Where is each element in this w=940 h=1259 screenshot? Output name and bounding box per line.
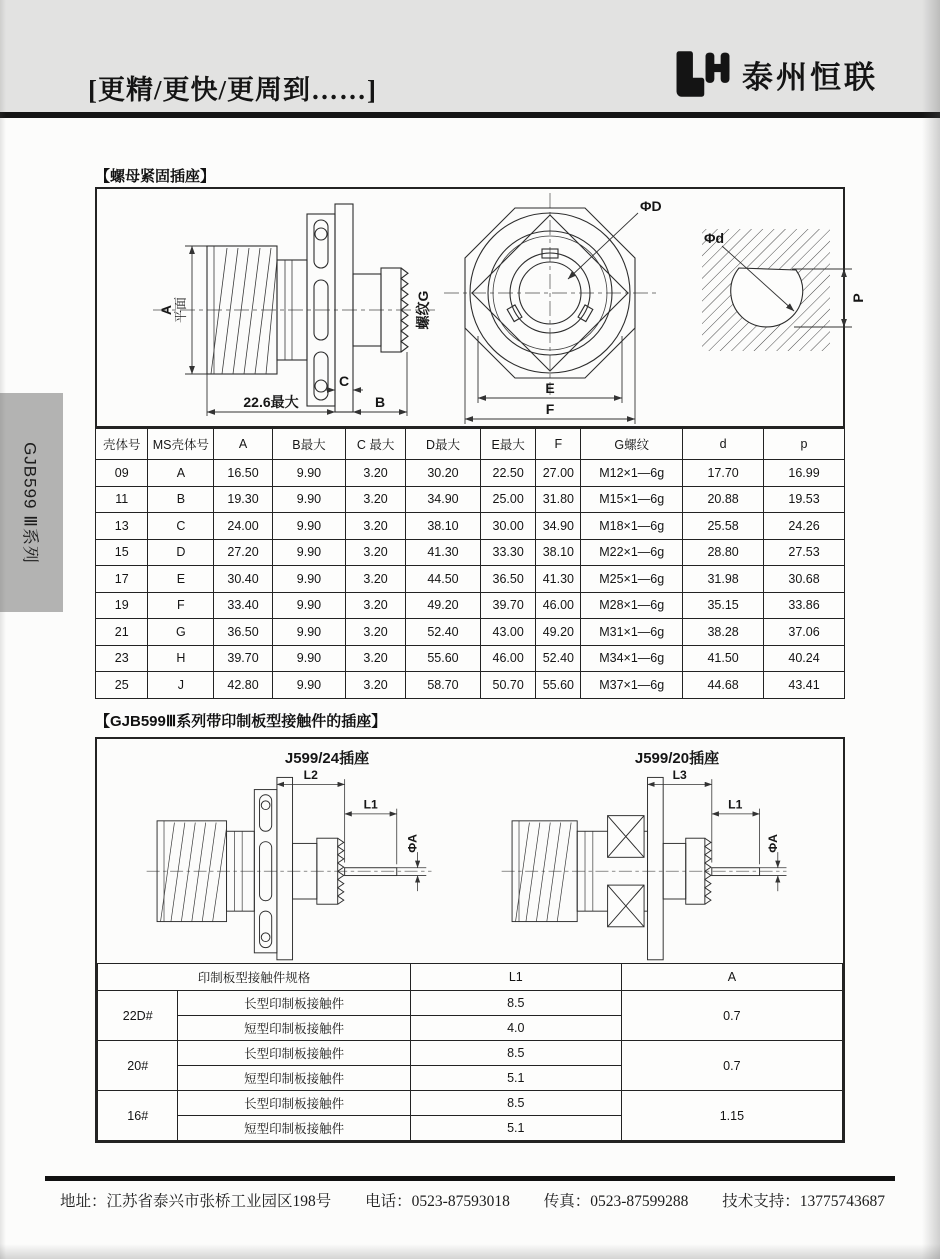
table-cell: M15×1—6g [581, 486, 683, 513]
table-row [96, 513, 845, 540]
table-cell: 30.40 [214, 566, 272, 593]
section1-drawing-panel [95, 187, 866, 428]
series-side-tab-label: GJB599 Ⅲ系列 [20, 441, 39, 564]
table-cell: 50.70 [480, 672, 535, 699]
table-cell: 17 [96, 566, 148, 593]
table-header-cell: 印制板型接触件规格 [98, 964, 411, 991]
table-cell: 31.80 [536, 486, 581, 513]
panel-cutout-drawing [682, 219, 867, 374]
table-cell: 27.20 [214, 539, 272, 566]
table-header-cell: MS壳体号 [148, 429, 214, 460]
contact-l1-cell: 8.5 [410, 1041, 621, 1066]
table-cell: 28.80 [683, 539, 764, 566]
table-cell: 38.28 [683, 619, 764, 646]
table-cell: 16.99 [764, 460, 845, 487]
table-cell: 21 [96, 619, 148, 646]
shell-table-header-row [96, 429, 845, 460]
contact-type-cell: 短型印制板接触件 [178, 1116, 410, 1141]
contact-type-cell: 长型印制板接触件 [178, 1091, 410, 1116]
table-cell: 33.86 [764, 592, 845, 619]
dim-label-phi-D: ΦD [640, 198, 662, 214]
table-cell: 9.90 [272, 645, 345, 672]
table-cell: 40.24 [764, 645, 845, 672]
table-header-cell: E最大 [480, 429, 535, 460]
table-header-cell: C 最大 [346, 429, 406, 460]
table-cell: 41.50 [683, 645, 764, 672]
contact-l1-cell: 8.5 [410, 991, 621, 1016]
table-cell: A [148, 460, 214, 487]
table-cell: 34.90 [536, 513, 581, 540]
table-header-cell: B最大 [272, 429, 345, 460]
table-cell: M18×1—6g [581, 513, 683, 540]
contact-group-cell: 22D# [98, 991, 178, 1041]
table-cell: 38.10 [536, 539, 581, 566]
contact-l1-cell: 5.1 [410, 1066, 621, 1091]
table-row [98, 1041, 843, 1066]
table-cell: 30.00 [480, 513, 535, 540]
table-cell: 19 [96, 592, 148, 619]
table-cell: M34×1—6g [581, 645, 683, 672]
table-header-cell: L1 [410, 964, 621, 991]
drawing-title-j599-24: J599/24插座 [284, 750, 370, 767]
table-header-cell: D最大 [406, 429, 481, 460]
table-cell: 52.40 [406, 619, 481, 646]
table-cell: G [148, 619, 214, 646]
footer-address: 地址：江苏省泰兴市张桥工业园区198号 [60, 1193, 332, 1210]
table-cell: 49.20 [536, 619, 581, 646]
table-cell: M25×1—6g [581, 566, 683, 593]
table-cell: 30.68 [764, 566, 845, 593]
table-cell: 36.50 [214, 619, 272, 646]
dim-label-plane: 平面 [173, 296, 188, 324]
table-cell: 43.00 [480, 619, 535, 646]
table-cell: 52.40 [536, 645, 581, 672]
table-cell: 35.15 [683, 592, 764, 619]
table-header-cell: A [214, 429, 272, 460]
table-cell: 15 [96, 539, 148, 566]
table-cell: 38.10 [406, 513, 481, 540]
footer [60, 1189, 915, 1211]
contact-group-cell: 16# [98, 1091, 178, 1141]
footer-rule [45, 1176, 895, 1181]
contact-group-cell: 20# [98, 1041, 178, 1091]
dim-label-phi-d: Φd [704, 230, 725, 246]
table-row [96, 460, 845, 487]
contact-table-body [98, 991, 843, 1141]
table-header-cell: d [683, 429, 764, 460]
table-cell: 44.68 [683, 672, 764, 699]
dim-label-l3: L3 [672, 768, 687, 783]
header-rule [0, 112, 940, 118]
table-cell: F [148, 592, 214, 619]
table-cell: 46.00 [480, 645, 535, 672]
table-cell: 23 [96, 645, 148, 672]
table-cell: 3.20 [346, 645, 406, 672]
dim-label-l1: L1 [363, 797, 378, 812]
table-row [96, 566, 845, 593]
table-cell: B [148, 486, 214, 513]
table-header-cell: A [621, 964, 842, 991]
section2-title: 【GJB599Ⅲ系列带印制板型接触件的插座】 [95, 713, 387, 730]
footer-phone: 电话：0523-87593018 [365, 1193, 510, 1210]
dim-label-226max: 22.6最大 [243, 394, 299, 410]
table-cell: 9.90 [272, 566, 345, 593]
table-cell: 25 [96, 672, 148, 699]
table-cell: M31×1—6g [581, 619, 683, 646]
table-cell: 3.20 [346, 566, 406, 593]
table-cell: 16.50 [214, 460, 272, 487]
table-cell: 36.50 [480, 566, 535, 593]
contact-table-header-row [98, 964, 843, 991]
dim-label-p: P [850, 293, 866, 303]
table-cell: 22.50 [480, 460, 535, 487]
table-cell: 37.06 [764, 619, 845, 646]
table-cell: 43.41 [764, 672, 845, 699]
table-cell: 24.26 [764, 513, 845, 540]
table-row [96, 539, 845, 566]
table-cell: 3.20 [346, 460, 406, 487]
table-cell: 33.40 [214, 592, 272, 619]
table-cell: 31.98 [683, 566, 764, 593]
table-cell: 19.53 [764, 486, 845, 513]
table-cell: 9.90 [272, 592, 345, 619]
brand-lockup [674, 44, 878, 104]
table-cell: 20.88 [683, 486, 764, 513]
table-cell: 24.00 [214, 513, 272, 540]
dim-label-c: C [338, 373, 350, 389]
contact-l1-cell: 4.0 [410, 1016, 621, 1041]
table-cell: 25.00 [480, 486, 535, 513]
table-cell: E [148, 566, 214, 593]
table-cell: 9.90 [272, 460, 345, 487]
table-cell: 3.20 [346, 672, 406, 699]
table-cell: 58.70 [406, 672, 481, 699]
table-cell: 34.90 [406, 486, 481, 513]
table-row [98, 991, 843, 1016]
table-cell: J [148, 672, 214, 699]
dim-label-phi-a: ΦA [405, 834, 420, 853]
table-cell: 3.20 [346, 486, 406, 513]
scan-edge-bottom [0, 1244, 940, 1259]
contact-type-cell: 长型印制板接触件 [178, 991, 410, 1016]
dim-label-l2: L2 [303, 768, 318, 783]
header-slogan: [更精/更快/更周到……] [88, 75, 377, 105]
nut-socket-side-view-drawing [139, 194, 439, 425]
shell-table-body [96, 460, 845, 699]
table-cell: C [148, 513, 214, 540]
table-cell: M28×1—6g [581, 592, 683, 619]
contact-type-cell: 短型印制板接触件 [178, 1016, 410, 1041]
contact-a-cell: 0.7 [621, 1041, 842, 1091]
table-header-cell: p [764, 429, 845, 460]
table-cell: 9.90 [272, 672, 345, 699]
table-cell: 55.60 [406, 645, 481, 672]
table-row [96, 592, 845, 619]
j599-20-socket-drawing [472, 767, 817, 965]
table-cell: 3.20 [346, 513, 406, 540]
contact-type-cell: 短型印制板接触件 [178, 1066, 410, 1091]
contact-l1-cell: 5.1 [410, 1116, 621, 1141]
table-cell: 9.90 [272, 486, 345, 513]
contact-a-cell: 1.15 [621, 1091, 842, 1141]
table-row [98, 1091, 843, 1116]
table-cell: 41.30 [406, 539, 481, 566]
drawing-title-j599-20: J599/20插座 [634, 750, 720, 767]
table-cell: D [148, 539, 214, 566]
dim-label-thread-g: 螺纹G [415, 290, 431, 330]
table-cell: 27.53 [764, 539, 845, 566]
table-header-cell: 壳体号 [96, 429, 148, 460]
table-cell: 9.90 [272, 619, 345, 646]
table-cell: 30.20 [406, 460, 481, 487]
table-cell: 09 [96, 460, 148, 487]
table-cell: 42.80 [214, 672, 272, 699]
table-cell: 25.58 [683, 513, 764, 540]
scan-edge-left [0, 0, 6, 1259]
lh-logo-icon [674, 44, 732, 104]
j599-24-socket-drawing [117, 767, 462, 965]
table-cell: 17.70 [683, 460, 764, 487]
table-row [96, 672, 845, 699]
table-cell: 3.20 [346, 619, 406, 646]
table-cell: 3.20 [346, 592, 406, 619]
table-cell: H [148, 645, 214, 672]
table-cell: 11 [96, 486, 148, 513]
table-cell: 3.20 [346, 539, 406, 566]
table-cell: 33.30 [480, 539, 535, 566]
table-cell: 49.20 [406, 592, 481, 619]
table-cell: 39.70 [480, 592, 535, 619]
dim-label-phi-a: ΦA [765, 834, 780, 853]
dim-label-b: B [374, 394, 386, 410]
table-cell: 9.90 [272, 539, 345, 566]
table-cell: 13 [96, 513, 148, 540]
brand-name: 泰州恒联 [742, 59, 878, 95]
table-cell: M22×1—6g [581, 539, 683, 566]
section2-drawing-panel [95, 737, 845, 1143]
series-side-tab [0, 393, 63, 612]
contact-a-cell: 0.7 [621, 991, 842, 1041]
table-cell: 27.00 [536, 460, 581, 487]
table-cell: M37×1—6g [581, 672, 683, 699]
table-cell: M12×1—6g [581, 460, 683, 487]
shell-size-table [95, 428, 845, 699]
table-row [96, 486, 845, 513]
contact-l1-cell: 8.5 [410, 1091, 621, 1116]
dim-label-e: E [545, 380, 555, 396]
footer-support: 技术支持：13775743687 [722, 1193, 886, 1210]
dim-label-a: A [158, 304, 174, 316]
contact-type-cell: 长型印制板接触件 [178, 1041, 410, 1066]
section1-title: 【螺母紧固插座】 [95, 168, 216, 185]
table-row [96, 645, 845, 672]
table-header-cell: G螺纹 [581, 429, 683, 460]
table-row [96, 619, 845, 646]
table-cell: 19.30 [214, 486, 272, 513]
scan-edge-right [922, 0, 940, 1259]
table-cell: 46.00 [536, 592, 581, 619]
table-cell: 39.70 [214, 645, 272, 672]
table-header-cell: F [536, 429, 581, 460]
table-cell: 41.30 [536, 566, 581, 593]
nut-socket-front-view-drawing [442, 191, 677, 429]
table-cell: 9.90 [272, 513, 345, 540]
table-cell: 44.50 [406, 566, 481, 593]
dim-label-f: F [545, 401, 555, 417]
contact-spec-table [97, 963, 843, 1141]
dim-label-l1: L1 [728, 797, 743, 812]
table-cell: 55.60 [536, 672, 581, 699]
footer-fax: 传真：0523-87599288 [543, 1193, 689, 1210]
